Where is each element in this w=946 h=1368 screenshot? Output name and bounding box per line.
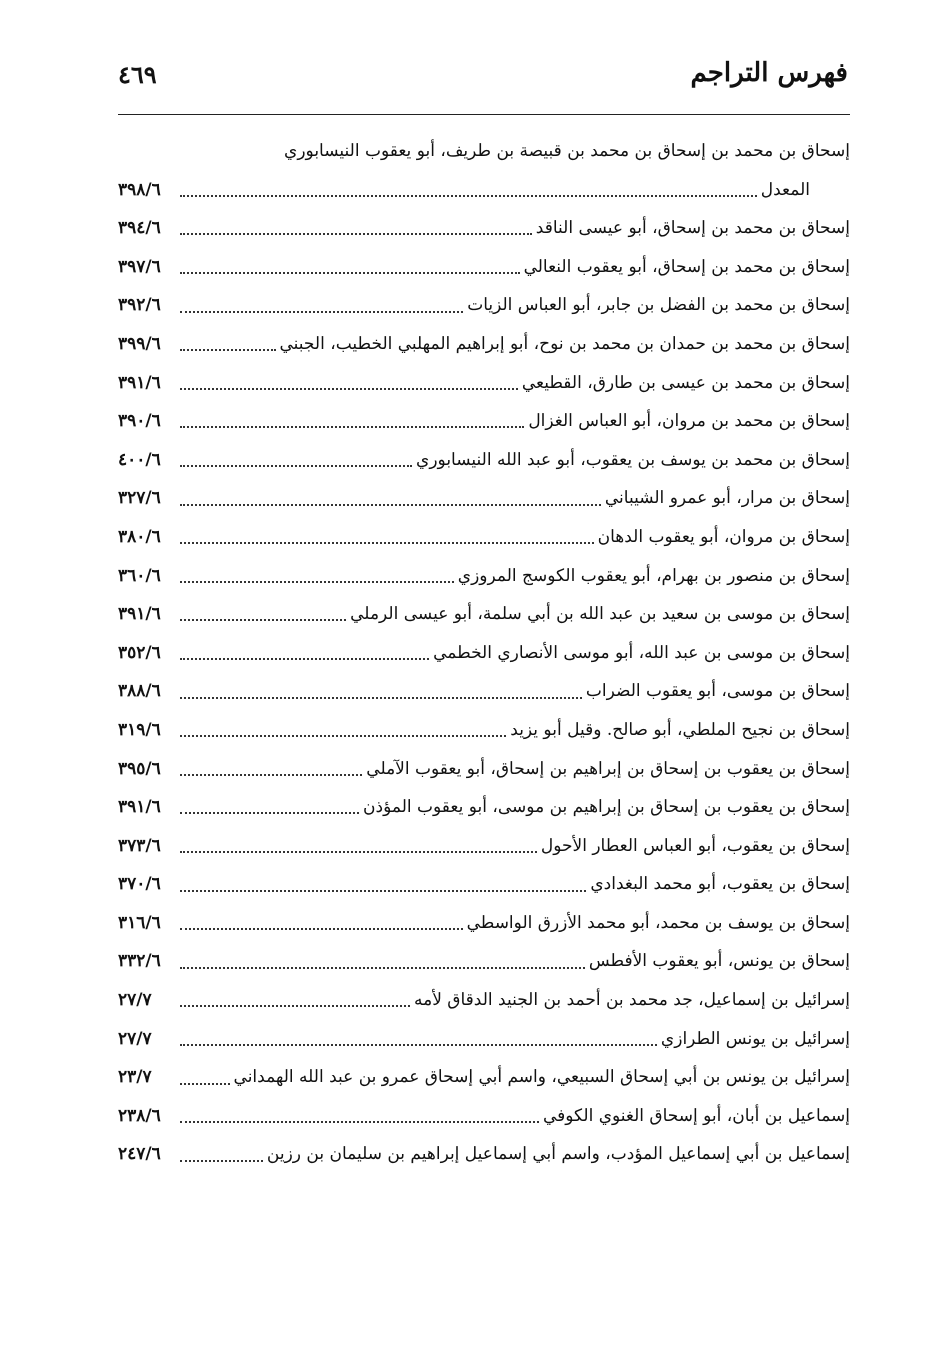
entry-name: إسحاق بن محمد بن عيسى بن طارق، القطيعي xyxy=(521,372,850,393)
entry-name: إسحاق بن محمد بن الفضل بن جابر، أبو العباس الزيات xyxy=(467,295,850,316)
entry-reference: ٣٩١/٦ xyxy=(118,604,161,625)
entry-reference: ٣٩٠/٦ xyxy=(118,411,161,432)
entry-name: إسحاق بن محمد بن إسحاق بن محمد بن قبيصة بن طريف، أبو يعقوب النيسابوري xyxy=(284,141,850,161)
entry-name: إسحاق بن محمد بن مروان، أبو العباس الغزال xyxy=(528,411,850,432)
index-entry xyxy=(118,132,850,171)
entry-reference: ٣٩٧/٦ xyxy=(118,256,161,277)
index-entry xyxy=(118,479,850,518)
entry-name: إسحاق بن منصور بن بهرام، أبو يعقوب الكوسج المروزي xyxy=(457,565,850,586)
entry-reference: ٣٩١/٦ xyxy=(118,372,161,393)
entry-reference: ٣١٩/٦ xyxy=(118,719,161,740)
index-entry xyxy=(118,788,850,827)
entry-reference: ٣٨٨/٦ xyxy=(118,681,161,702)
index-entry xyxy=(118,595,850,634)
entry-name: إسحاق بن يعقوب بن إسحاق بن إبراهيم بن موسى، أبو يعقوب المؤذن xyxy=(363,797,850,818)
entry-name: إسحاق بن يعقوب، أبو محمد البغدادي xyxy=(590,874,850,895)
dot-leader xyxy=(180,465,412,467)
dot-leader xyxy=(180,581,454,583)
entry-name: إسرائيل بن يونس الطرازي xyxy=(660,1028,850,1049)
page-header xyxy=(118,58,848,102)
dot-leader xyxy=(180,1005,410,1007)
entry-reference: ٤٠٠/٦ xyxy=(118,449,161,470)
index-entry xyxy=(118,441,850,480)
entry-name: إسماعيل بن أبان، أبو إسحاق الغنوي الكوفي xyxy=(542,1105,850,1126)
header-divider xyxy=(118,114,850,115)
page-title: فهرس التراجم xyxy=(690,58,848,88)
page-number: ٤٦٩ xyxy=(118,60,157,89)
entry-reference: ٢٧/٧ xyxy=(118,990,152,1011)
index-entry xyxy=(118,750,850,789)
entry-name: إسحاق بن محمد بن حمدان بن محمد بن نوح، أبو إبراهيم المهلبي الخطيب، الجبني xyxy=(279,333,850,354)
entry-reference: ٣٨٠/٦ xyxy=(118,526,161,547)
dot-leader xyxy=(180,812,359,814)
entry-name: إسرائيل بن يونس بن أبي إسحاق السبيعي، واسم أبي إسحاق عمرو بن عبد الله الهمداني xyxy=(233,1067,850,1088)
dot-leader xyxy=(180,658,429,660)
entry-name: إسحاق بن محمد بن يوسف بن يعقوب، أبو عبد الله النيسابوري xyxy=(416,449,850,470)
dot-leader xyxy=(180,388,518,390)
entry-name: إسحاق بن موسى، أبو يعقوب الضراب xyxy=(585,681,850,702)
entry-reference: ٣٦٠/٦ xyxy=(118,565,161,586)
index-entry xyxy=(118,557,850,596)
dot-leader xyxy=(180,1083,230,1085)
entry-name: إسحاق بن مرار، أبو عمرو الشيباني xyxy=(604,488,850,509)
entry-reference: ٣٩٢/٦ xyxy=(118,295,161,316)
entry-reference: ٣١٦/٦ xyxy=(118,912,161,933)
dot-leader xyxy=(180,1044,657,1046)
index-entry xyxy=(118,865,850,904)
index-entry xyxy=(118,634,850,673)
entry-reference: ٣٣٢/٦ xyxy=(118,951,161,972)
index-entry xyxy=(118,402,850,441)
entry-name: إسحاق بن موسى بن سعيد بن عبد الله بن أبي سلمة، أبو عيسى الرملي xyxy=(350,604,850,625)
index-entry xyxy=(118,711,850,750)
dot-leader xyxy=(180,349,276,351)
index-entry xyxy=(118,1058,850,1097)
entry-name: إسحاق بن يونس، أبو يعقوب الأفطس xyxy=(588,951,850,972)
entry-reference: ٢٧/٧ xyxy=(118,1028,152,1049)
index-entry xyxy=(118,672,850,711)
dot-leader xyxy=(180,504,601,506)
entry-name: إسحاق بن نجيح الملطي، أبو صالح. وقيل أبو يزيد xyxy=(510,719,850,740)
dot-leader xyxy=(180,426,524,428)
index-entry xyxy=(118,1135,850,1174)
dot-leader xyxy=(180,311,463,313)
dot-leader xyxy=(180,195,757,197)
entry-reference: ٣٩٩/٦ xyxy=(118,333,161,354)
entry-reference: ٢٣/٧ xyxy=(118,1067,152,1088)
entry-name: إسحاق بن مروان، أبو يعقوب الدهان xyxy=(597,526,850,547)
entry-reference: ٢٣٨/٦ xyxy=(118,1105,161,1126)
entry-reference: ٣٧٣/٦ xyxy=(118,835,161,856)
index-entry xyxy=(118,209,850,248)
dot-leader xyxy=(180,774,362,776)
index-entry xyxy=(118,171,850,210)
dot-leader xyxy=(180,928,463,930)
index-entry xyxy=(118,981,850,1020)
index-entry xyxy=(118,904,850,943)
entry-reference: ٣٧٠/٦ xyxy=(118,874,161,895)
entry-name: إسحاق بن يعقوب، أبو العباس العطار الأحول xyxy=(540,835,850,856)
dot-leader xyxy=(180,735,506,737)
entry-reference: ٣٩٨/٦ xyxy=(118,179,161,200)
index-entry xyxy=(118,286,850,325)
dot-leader xyxy=(180,851,537,853)
index-entry xyxy=(118,1020,850,1059)
index-entry xyxy=(118,827,850,866)
entry-name: إسحاق بن محمد بن إسحاق، أبو يعقوب النعالي xyxy=(523,256,850,277)
entry-name: إسحاق بن يعقوب بن إسحاق بن إبراهيم بن إسحاق، أبو يعقوب الآملي xyxy=(366,758,850,779)
index-entry xyxy=(118,248,850,287)
dot-leader xyxy=(180,697,582,699)
index-entries xyxy=(118,132,850,1174)
dot-leader xyxy=(180,619,346,621)
index-entry xyxy=(118,942,850,981)
entry-name: إسحاق بن محمد بن إسحاق، أبو عيسى الناقد xyxy=(535,218,850,239)
dot-leader xyxy=(180,967,585,969)
entry-reference: ٣٥٢/٦ xyxy=(118,642,161,663)
dot-leader xyxy=(180,542,594,544)
index-entry xyxy=(118,518,850,557)
entry-reference: ٣٩١/٦ xyxy=(118,797,161,818)
dot-leader xyxy=(180,272,520,274)
entry-name: المعدل xyxy=(760,179,810,200)
index-entry xyxy=(118,364,850,403)
entry-name: إسرائيل بن إسماعيل، جد محمد بن أحمد بن الجنيد الدقاق لأمه xyxy=(413,990,850,1011)
entry-name: إسحاق بن يوسف بن محمد، أبو محمد الأزرق الواسطي xyxy=(466,912,850,933)
index-entry xyxy=(118,1097,850,1136)
dot-leader xyxy=(180,1160,263,1162)
entry-reference: ٢٤٧/٦ xyxy=(118,1144,161,1165)
dot-leader xyxy=(180,890,586,892)
entry-name: إسماعيل بن أبي إسماعيل المؤدب، واسم أبي إسماعيل إبراهيم بن سليمان بن رزين xyxy=(266,1144,850,1165)
dot-leader xyxy=(180,1121,539,1123)
entry-reference: ٣٩٤/٦ xyxy=(118,218,161,239)
entry-name: إسحاق بن موسى بن عبد الله، أبو موسى الأنصاري الخطمي xyxy=(433,642,850,663)
entry-reference: ٣٩٥/٦ xyxy=(118,758,161,779)
dot-leader xyxy=(180,233,532,235)
entry-reference: ٣٢٧/٦ xyxy=(118,488,161,509)
index-entry xyxy=(118,325,850,364)
